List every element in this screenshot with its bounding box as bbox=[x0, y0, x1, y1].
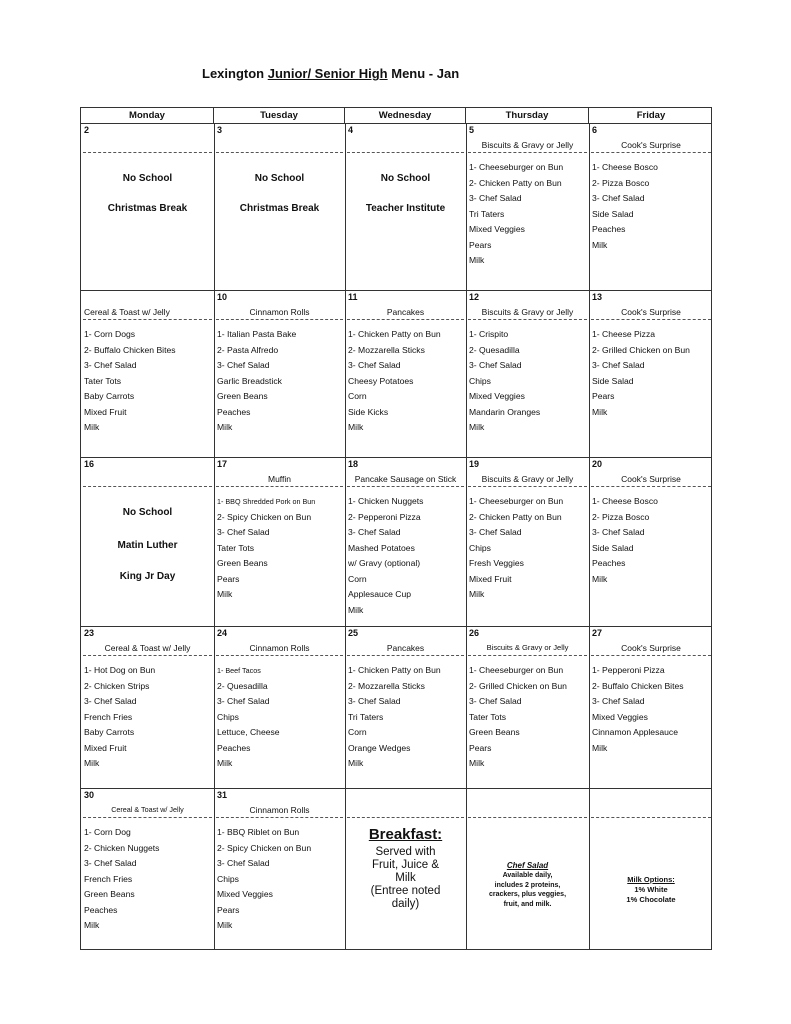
lunch-item: 2- Quesadilla bbox=[469, 344, 520, 355]
lunch-item: Milk bbox=[469, 758, 485, 768]
lunch-item: Milk bbox=[217, 422, 233, 432]
lunch-item: Chips bbox=[217, 873, 239, 884]
lunch-item: Cheesy Potatoes bbox=[348, 375, 414, 386]
lunch-item: Mixed Veggies bbox=[217, 889, 273, 899]
lunch-item: 3- Chef Salad bbox=[469, 696, 522, 706]
menu-table bbox=[80, 107, 712, 950]
lunch-items bbox=[84, 663, 155, 772]
lunch-item: w/ Gravy (optional) bbox=[348, 558, 421, 568]
day-cell bbox=[589, 290, 713, 457]
lunch-item: 3- Chef Salad bbox=[348, 360, 401, 370]
lunch-item: 1- BBQ Riblet on Bun bbox=[217, 827, 300, 837]
lunch-item: 1- Italian Pasta Bake bbox=[217, 329, 297, 339]
lunch-item: Milk bbox=[592, 742, 608, 753]
lunch-item: Chips bbox=[217, 711, 239, 722]
lunch-items bbox=[469, 494, 563, 603]
lunch-item: French Fries bbox=[84, 873, 133, 884]
lunch-item: 1- Crispito bbox=[469, 329, 509, 339]
lunch-item: 2- Pepperoni Pizza bbox=[348, 511, 421, 522]
lunch-item: 1- Pepperoni Pizza bbox=[592, 665, 665, 675]
lunch-item: 1- BBQ Shredded Pork on Bun bbox=[217, 497, 316, 506]
lunch-item: 2- Buffalo Chicken Bites bbox=[84, 344, 176, 355]
closed-label: Teacher Institute bbox=[365, 203, 446, 214]
day-number: 27 bbox=[592, 628, 603, 638]
breakfast-heading: Breakfast: bbox=[368, 826, 443, 843]
title-part1: Lexington bbox=[202, 66, 268, 81]
lunch-items bbox=[217, 494, 315, 603]
title-underlined: Junior/ Senior High bbox=[267, 66, 388, 81]
day-number: 16 bbox=[84, 459, 95, 469]
day-number: 11 bbox=[348, 292, 358, 302]
lunch-item: 2- Mozzarella Sticks bbox=[348, 680, 425, 691]
lunch-item: 2- Quesadilla bbox=[217, 680, 268, 691]
lunch-item: 1- Corn Dog bbox=[84, 827, 131, 837]
lunch-items bbox=[469, 327, 540, 436]
lunch-item: 3- Chef Salad bbox=[84, 696, 137, 706]
lunch-item: Pears bbox=[469, 742, 492, 753]
closed-label: Christmas Break bbox=[239, 203, 320, 214]
note-line: daily) bbox=[391, 898, 420, 910]
breakfast-item: Pancakes bbox=[386, 307, 425, 317]
lunch-item: 3- Chef Salad bbox=[217, 696, 270, 706]
lunch-item: Chips bbox=[469, 542, 491, 553]
lunch-item: Milk bbox=[592, 239, 608, 250]
milk-note bbox=[589, 788, 713, 951]
lunch-item: Milk bbox=[217, 758, 233, 768]
note-line: fruit, and milk. bbox=[503, 900, 552, 908]
day-number: 3 bbox=[217, 125, 223, 135]
day-header: Tuesday bbox=[214, 108, 345, 123]
day-cell bbox=[466, 626, 589, 788]
lunch-item: 2- Chicken Patty on Bun bbox=[469, 177, 562, 188]
day-number: 19 bbox=[469, 459, 480, 469]
breakfast-item: Cereal & Toast w/ Jelly bbox=[111, 805, 184, 814]
day-cell bbox=[214, 290, 345, 457]
breakfast-item: Biscuits & Gravy or Jelly bbox=[481, 474, 574, 484]
day-cell bbox=[466, 123, 589, 290]
lunch-item: Milk bbox=[469, 422, 485, 432]
lunch-item: 1- Corn Dogs bbox=[84, 329, 136, 339]
milk-heading: Milk Options: bbox=[627, 875, 675, 884]
lunch-item: Green Beans bbox=[217, 391, 268, 401]
day-cell bbox=[214, 123, 345, 290]
lunch-item: 2- Spicy Chicken on Bun bbox=[217, 842, 312, 853]
breakfast-item: Muffin bbox=[268, 474, 291, 484]
lunch-item: 3- Chef Salad bbox=[217, 360, 270, 370]
lunch-item: Mixed Veggies bbox=[469, 391, 525, 401]
day-number: 4 bbox=[348, 125, 354, 135]
lunch-item: Green Beans bbox=[84, 889, 135, 899]
lunch-item: 3- Chef Salad bbox=[217, 858, 270, 868]
lunch-item: Tater Tots bbox=[469, 711, 507, 722]
closed-label: No School bbox=[122, 173, 173, 184]
lunch-item: 2- Chicken Strips bbox=[84, 680, 150, 691]
day-cell bbox=[214, 788, 345, 951]
closed-label: No School bbox=[380, 173, 431, 184]
lunch-item: Peaches bbox=[217, 742, 251, 753]
day-number: 17 bbox=[217, 459, 228, 469]
title-part2: Menu - Jan bbox=[387, 66, 460, 81]
lunch-item: 3- Chef Salad bbox=[469, 193, 522, 203]
day-cell bbox=[466, 457, 589, 626]
lunch-item: Orange Wedges bbox=[348, 742, 411, 753]
lunch-item: Peaches bbox=[592, 224, 626, 234]
lunch-item: Mixed Veggies bbox=[592, 711, 648, 722]
lunch-item: Tri Taters bbox=[469, 208, 505, 219]
lunch-item: Cinnamon Applesauce bbox=[592, 727, 678, 737]
lunch-item: Tater Tots bbox=[84, 375, 122, 386]
lunch-item: Fresh Veggies bbox=[469, 558, 524, 568]
day-number: 20 bbox=[592, 459, 603, 469]
lunch-items bbox=[217, 663, 280, 772]
day-number: 23 bbox=[84, 628, 95, 638]
lunch-items bbox=[592, 327, 690, 420]
lunch-item: Milk bbox=[217, 589, 233, 599]
lunch-item: Milk bbox=[469, 255, 485, 265]
lunch-item: 1- Chicken Nuggets bbox=[348, 496, 424, 506]
lunch-item: 2- Chicken Nuggets bbox=[84, 842, 160, 853]
breakfast-item: Biscuits & Gravy or Jelly bbox=[486, 643, 569, 652]
day-header: Friday bbox=[636, 110, 666, 121]
lunch-item: 3- Chef Salad bbox=[348, 696, 401, 706]
day-cell bbox=[589, 123, 713, 290]
lunch-items bbox=[84, 327, 176, 436]
lunch-item: Milk bbox=[348, 604, 364, 615]
chef-salad-note bbox=[466, 788, 589, 951]
lunch-items bbox=[84, 825, 159, 934]
breakfast-item: Cook's Surprise bbox=[621, 140, 681, 150]
lunch-item: 1- Cheeseburger on Bun bbox=[469, 665, 564, 675]
lunch-item: Green Beans bbox=[217, 558, 268, 568]
lunch-item: 1- Cheeseburger on Bun bbox=[469, 162, 564, 172]
day-cell bbox=[81, 123, 214, 290]
day-cell bbox=[214, 457, 345, 626]
lunch-item: 3- Chef Salad bbox=[84, 858, 137, 868]
day-cell bbox=[345, 290, 466, 457]
lunch-item: 2- Spicy Chicken on Bun bbox=[217, 511, 312, 522]
lunch-item: 3- Chef Salad bbox=[84, 360, 137, 370]
lunch-item: 2- Buffalo Chicken Bites bbox=[592, 680, 684, 691]
lunch-item: Chips bbox=[469, 375, 491, 386]
lunch-item: 2- Mozzarella Sticks bbox=[348, 344, 425, 355]
lunch-item: 1- Hot Dog on Bun bbox=[84, 665, 156, 675]
lunch-item: Milk bbox=[592, 406, 608, 417]
day-number: 26 bbox=[469, 628, 480, 638]
note-line: Fruit, Juice & bbox=[371, 859, 440, 871]
closed-label: Matin Luther bbox=[117, 540, 178, 551]
lunch-item: 3- Chef Salad bbox=[469, 527, 522, 537]
lunch-item: Peaches bbox=[84, 904, 118, 915]
lunch-items bbox=[592, 663, 684, 756]
day-number: 30 bbox=[84, 790, 95, 800]
day-cell bbox=[589, 626, 713, 788]
lunch-item: Peaches bbox=[592, 558, 626, 568]
lunch-item: 2- Grilled Chicken on Bun bbox=[469, 680, 567, 691]
lunch-item: 1- Cheeseburger on Bun bbox=[469, 496, 564, 506]
day-number: 5 bbox=[469, 125, 475, 135]
lunch-item: 1- Cheese Bosco bbox=[592, 496, 658, 506]
note-line: (Entree noted bbox=[370, 885, 441, 897]
lunch-item: Side Salad bbox=[592, 375, 634, 386]
lunch-item: Tri Taters bbox=[348, 711, 384, 722]
breakfast-item: Cinnamon Rolls bbox=[249, 805, 310, 815]
lunch-item: Milk bbox=[348, 758, 364, 768]
lunch-item: Side Salad bbox=[592, 542, 634, 553]
breakfast-item: Cook's Surprise bbox=[621, 307, 681, 317]
note-line: includes 2 proteins, bbox=[494, 881, 561, 889]
note-line: Milk bbox=[395, 872, 416, 884]
lunch-item: Milk bbox=[592, 573, 608, 584]
lunch-item: Mixed Fruit bbox=[84, 742, 127, 753]
day-number: 31 bbox=[217, 790, 228, 800]
lunch-item: Green Beans bbox=[469, 727, 520, 737]
breakfast-item: Cook's Surprise bbox=[621, 643, 681, 653]
lunch-item: Corn bbox=[348, 727, 367, 737]
lunch-item: 2- Chicken Patty on Bun bbox=[469, 511, 562, 522]
lunch-item: Mandarin Oranges bbox=[469, 406, 541, 417]
breakfast-item: Cinnamon Rolls bbox=[249, 643, 310, 653]
day-cell bbox=[345, 123, 466, 290]
lunch-item: Lettuce, Cheese bbox=[217, 727, 280, 737]
breakfast-item: Biscuits & Gravy or Jelly bbox=[481, 307, 574, 317]
lunch-item: 3- Chef Salad bbox=[592, 193, 645, 203]
breakfast-note bbox=[345, 788, 466, 951]
lunch-item: Side Kicks bbox=[348, 406, 389, 417]
lunch-item: Milk bbox=[84, 758, 100, 768]
day-number: 25 bbox=[348, 628, 359, 638]
lunch-item: 1- Chicken Patty on Bun bbox=[348, 329, 441, 339]
lunch-item: Baby Carrots bbox=[84, 391, 135, 401]
lunch-item: Mixed Veggies bbox=[469, 224, 525, 234]
note-line: Available daily, bbox=[502, 872, 553, 879]
lunch-item: Milk bbox=[217, 920, 233, 930]
lunch-item: 2- Pizza Bosco bbox=[592, 511, 650, 522]
lunch-item: Milk bbox=[469, 589, 485, 599]
lunch-item: Mixed Fruit bbox=[469, 573, 512, 584]
lunch-item: 1- Cheese Bosco bbox=[592, 162, 658, 172]
closed-label: King Jr Day bbox=[119, 571, 176, 582]
day-number: 2 bbox=[84, 125, 90, 135]
lunch-items bbox=[348, 327, 441, 436]
day-number: 24 bbox=[217, 628, 228, 638]
day-cell bbox=[81, 788, 214, 951]
day-cell bbox=[466, 290, 589, 457]
lunch-item: 3- Chef Salad bbox=[217, 527, 270, 537]
day-cell bbox=[81, 457, 214, 626]
lunch-items bbox=[348, 663, 441, 772]
lunch-item: 3- Chef Salad bbox=[592, 527, 645, 537]
lunch-item: 3- Chef Salad bbox=[592, 360, 645, 370]
lunch-item: Mashed Potatoes bbox=[348, 542, 415, 553]
lunch-item: Side Salad bbox=[592, 208, 634, 219]
day-number: 12 bbox=[469, 292, 480, 302]
closed-label: No School bbox=[254, 173, 305, 184]
lunch-items bbox=[348, 494, 423, 618]
lunch-item: Pears bbox=[217, 904, 240, 915]
note-line: crackers, plus veggies, bbox=[488, 891, 567, 898]
breakfast-item: Pancakes bbox=[386, 643, 425, 653]
note-line: 1% White bbox=[634, 885, 668, 894]
lunch-item: Milk bbox=[84, 422, 100, 432]
note-line: Served with bbox=[375, 846, 436, 858]
breakfast-item: Cook's Surprise bbox=[621, 474, 681, 484]
lunch-items bbox=[592, 160, 658, 253]
lunch-item: Pears bbox=[469, 239, 492, 250]
lunch-items bbox=[469, 160, 563, 269]
lunch-items bbox=[217, 825, 311, 934]
day-cell bbox=[345, 457, 466, 626]
lunch-item: French Fries bbox=[84, 711, 133, 722]
lunch-item: 3- Chef Salad bbox=[469, 360, 522, 370]
note-line: 1% Chocolate bbox=[626, 895, 676, 904]
lunch-item: Peaches bbox=[217, 406, 251, 417]
breakfast-item: Cereal & Toast w/ Jelly bbox=[104, 643, 191, 653]
day-header: Thursday bbox=[466, 108, 589, 123]
day-cell bbox=[345, 626, 466, 788]
closed-label: Christmas Break bbox=[107, 203, 188, 214]
lunch-items bbox=[592, 494, 658, 587]
day-number: 6 bbox=[592, 125, 598, 135]
lunch-item: Pears bbox=[217, 573, 240, 584]
lunch-item: Corn bbox=[348, 391, 367, 401]
lunch-item: Baby Carrots bbox=[84, 727, 135, 737]
breakfast-item: Biscuits & Gravy or Jelly bbox=[481, 140, 574, 150]
day-header: Wednesday bbox=[345, 108, 466, 123]
day-number: 18 bbox=[348, 459, 359, 469]
chef-salad-heading: Chef Salad bbox=[506, 861, 549, 870]
lunch-item: Milk bbox=[348, 422, 364, 432]
day-number: 13 bbox=[592, 292, 603, 302]
lunch-item: 1- Chicken Patty on Bun bbox=[348, 665, 441, 675]
lunch-item: 3- Chef Salad bbox=[348, 527, 401, 537]
day-cell bbox=[214, 626, 345, 788]
lunch-item: Milk bbox=[84, 920, 100, 930]
lunch-item: 2- Pizza Bosco bbox=[592, 177, 650, 188]
lunch-item: 2- Pasta Alfredo bbox=[217, 344, 279, 355]
day-number: 10 bbox=[217, 292, 228, 302]
day-cell bbox=[589, 457, 713, 626]
lunch-items bbox=[217, 327, 296, 436]
breakfast-item: Pancake Sausage on Stick bbox=[354, 474, 457, 484]
closed-label: No School bbox=[122, 507, 173, 518]
lunch-item: Mixed Fruit bbox=[84, 406, 127, 417]
lunch-item: Garlic Breadstick bbox=[217, 375, 282, 386]
day-header: Monday bbox=[81, 108, 214, 123]
lunch-item: 2- Grilled Chicken on Bun bbox=[592, 344, 690, 355]
lunch-item: Applesauce Cup bbox=[348, 589, 412, 599]
lunch-item: 3- Chef Salad bbox=[592, 696, 645, 706]
lunch-item: 1- Beef Tacos bbox=[217, 666, 261, 675]
day-cell bbox=[81, 290, 214, 457]
lunch-items bbox=[469, 663, 567, 772]
lunch-item: Tater Tots bbox=[217, 542, 255, 553]
breakfast-item: Cinnamon Rolls bbox=[249, 307, 310, 317]
breakfast-item: Cereal & Toast w/ Jelly bbox=[84, 307, 170, 317]
lunch-item: Pears bbox=[592, 391, 615, 401]
lunch-item: 1- Cheese Pizza bbox=[592, 329, 656, 339]
lunch-item: Corn bbox=[348, 573, 367, 584]
day-cell bbox=[81, 626, 214, 788]
